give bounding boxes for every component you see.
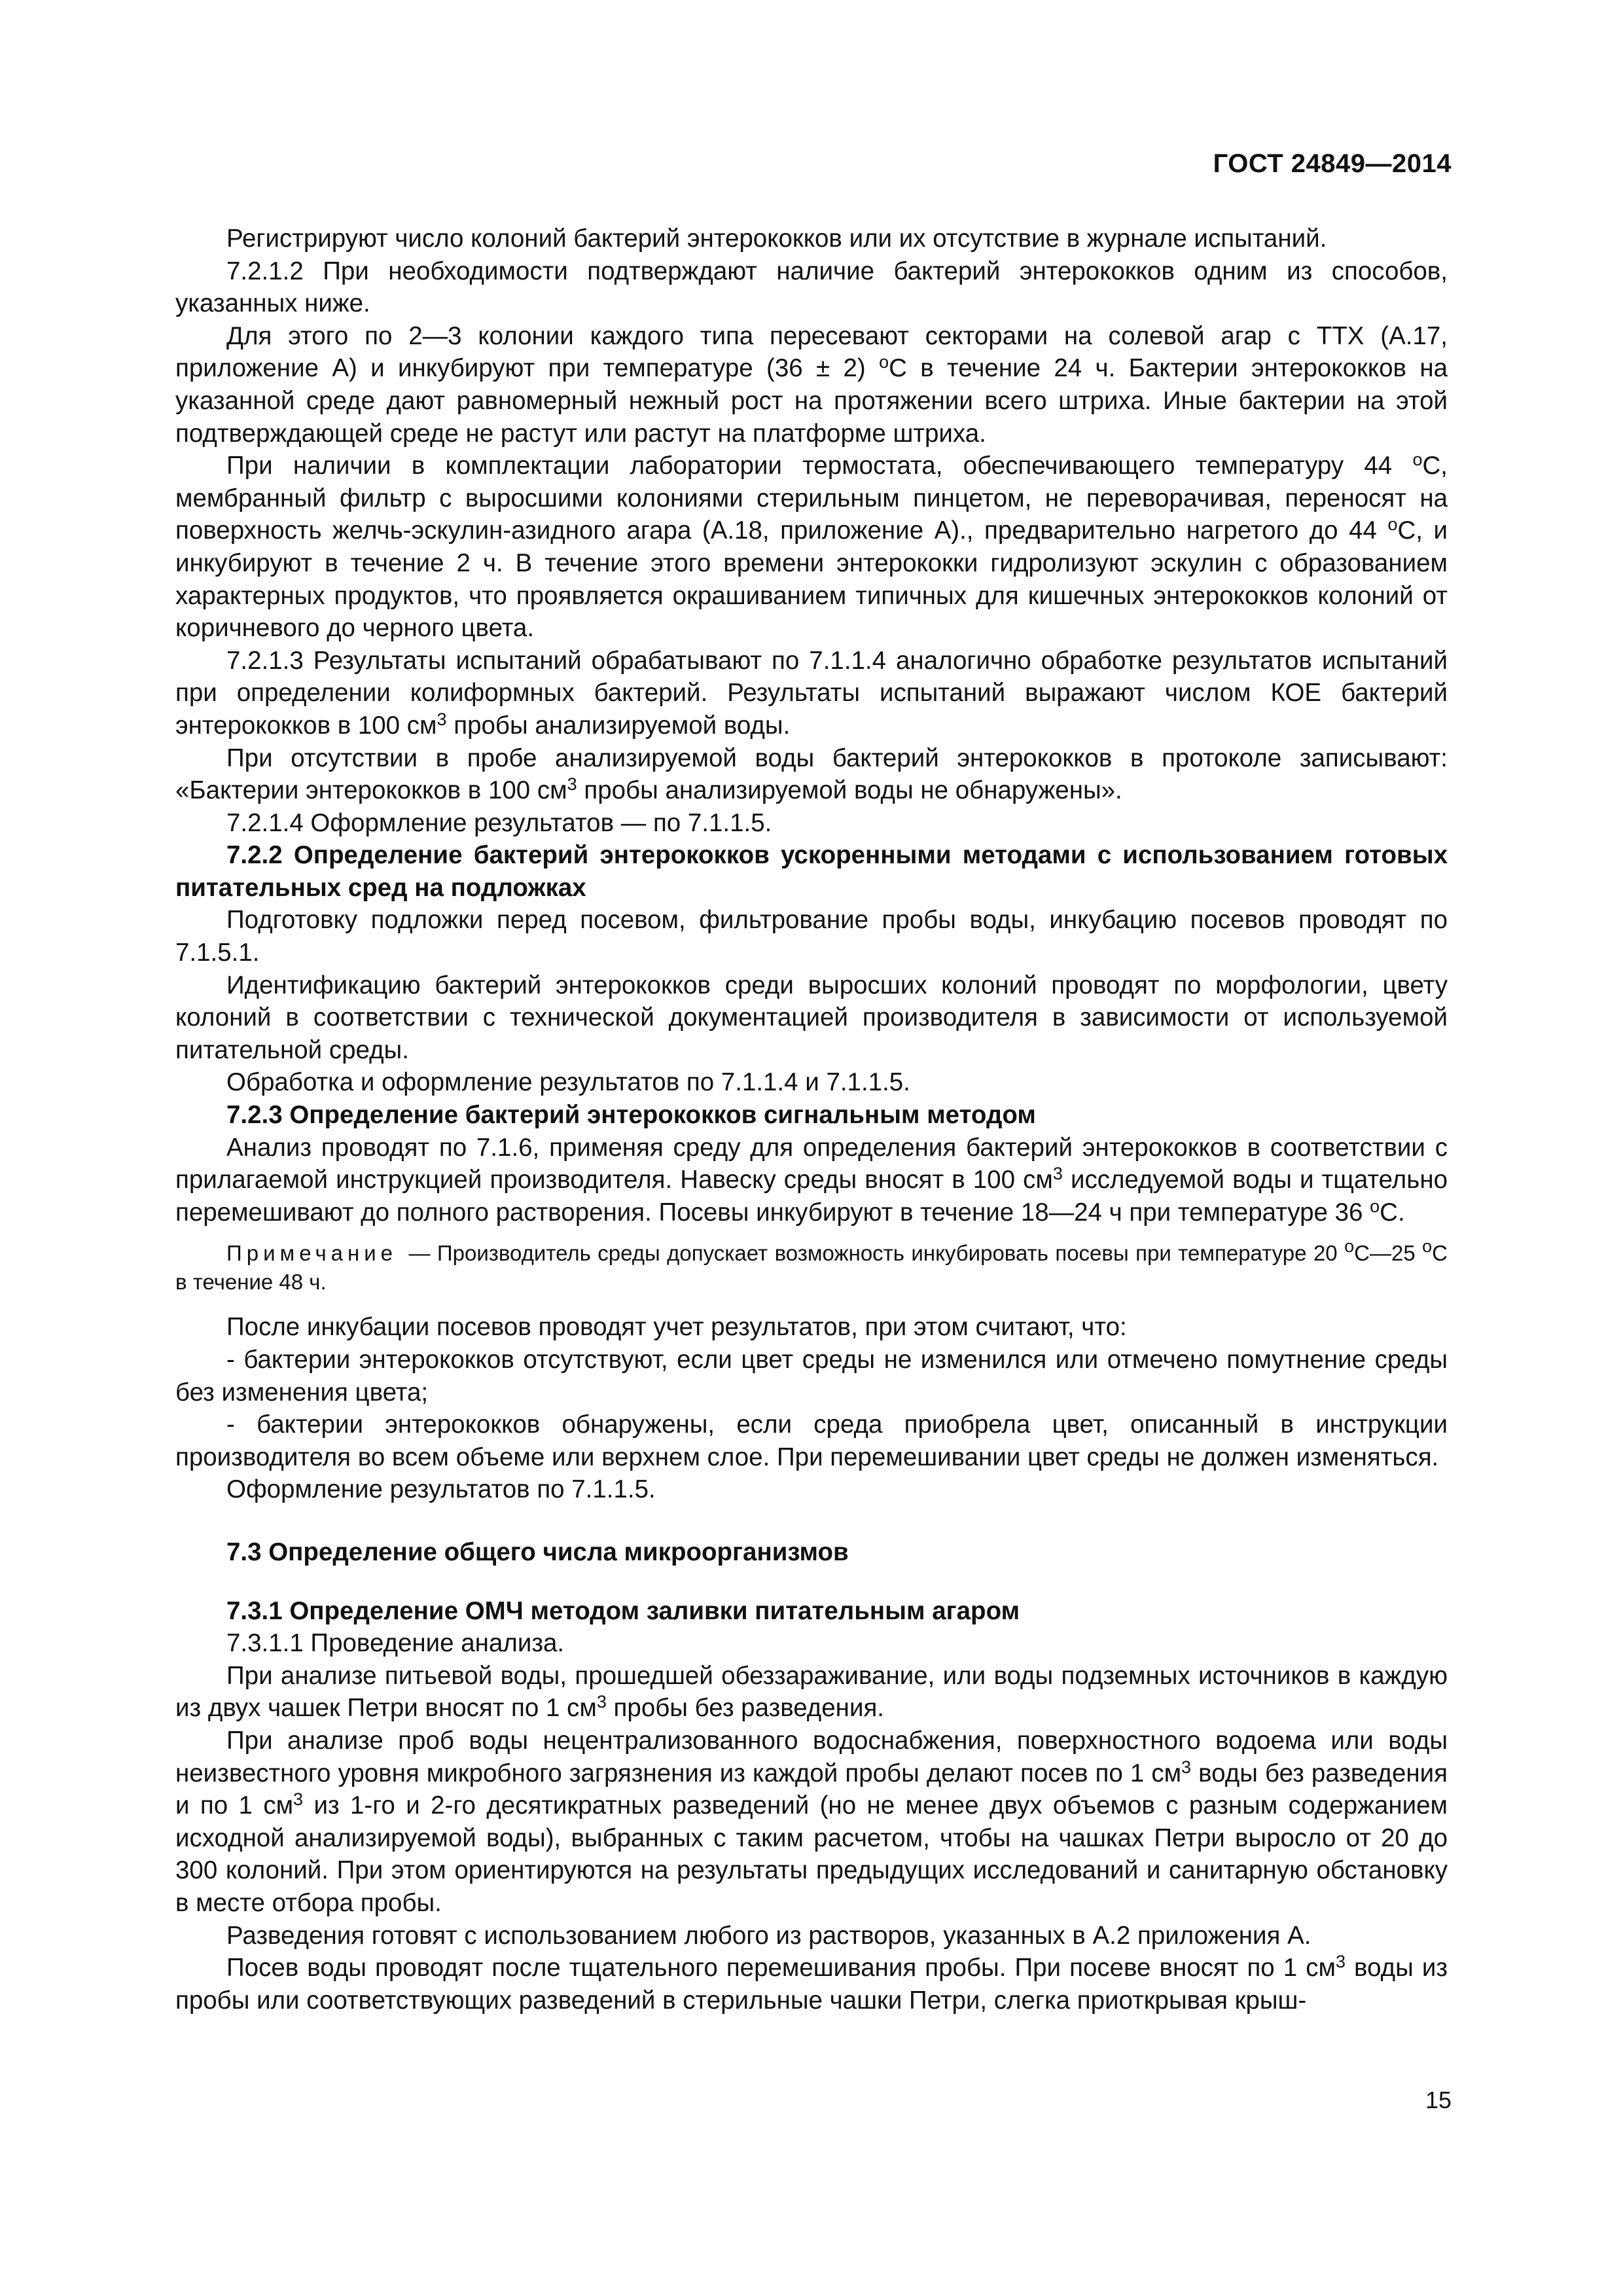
subsection-heading: 7.3.1 Определение ОМЧ методом заливки питательным агаром bbox=[226, 1596, 1020, 1625]
paragraph: Идентификацию бактерий энтерококков среди выросших колоний проводят по морфологии, цвету колоний в соответствии с технической документацией производителя в зависимости от используемой питательной среды. bbox=[175, 971, 1448, 1064]
paragraph: Регистрируют число колоний бактерий энтерококков или их отсутствие в журнале испытаний. bbox=[226, 224, 1327, 253]
degree-sign: o bbox=[1412, 450, 1423, 470]
degree-sign: o bbox=[1422, 1236, 1433, 1257]
superscript: 3 bbox=[293, 1789, 304, 1810]
paragraph: Для этого по 2—3 колонии каждого типа пересевают секторами на солевой агар с ТТХ (А.17, приложение А) и инкубируют при температуре (36 ± 2) $^o$С в течение 24 ч. Бактерии энтерококков на указанной среде дают равномерный нежный рост на протяжении всего штриха. Иные бактерии на этой подтверждающей среде не растут или растут на платформе штриха. bbox=[175, 321, 1448, 448]
note-paragraph: Примечание — Производитель среды допускает возможность инкубировать посевы при температуре 20 $^o$С—25 $^o$С в течение 48 ч. bbox=[175, 1236, 1448, 1295]
section-heading: 7.2.3 Определение бактерий энтерококков сигнальным методом bbox=[226, 1101, 1036, 1130]
degree-sign: o bbox=[1344, 1236, 1355, 1257]
paragraph: При анализе питьевой воды, прошедшей обеззараживание, или воды подземных источников в каждую из двух чашек Петри вносят по 1 $см^3$ пробы без разведения. bbox=[175, 1661, 1448, 1723]
standard-header: ГОСТ 24849—2014 bbox=[1213, 149, 1452, 178]
superscript: 3 bbox=[1335, 1952, 1346, 1972]
degree-sign: o bbox=[1387, 514, 1398, 535]
section-heading: 7.2.2 Определение бактерий энтерококков ускоренными методами с использованием готовых питательных сред на подложках bbox=[175, 841, 1448, 902]
paragraph: Разведения готовят с использованием любого из растворов, указанных в А.2 приложения А. bbox=[226, 1921, 1311, 1950]
degree-sign: o bbox=[879, 352, 889, 372]
document-body bbox=[175, 223, 1448, 2017]
superscript: 3 bbox=[567, 774, 577, 795]
superscript: 3 bbox=[1181, 1757, 1192, 1777]
section-heading: 7.3 Определение общего числа микроорганизмов bbox=[226, 1537, 849, 1566]
superscript: 3 bbox=[437, 709, 447, 729]
paragraph: Обработка и оформление результатов по 7.1.1.4 и 7.1.1.5. bbox=[226, 1068, 910, 1097]
paragraph: - бактерии энтерококков отсутствуют, если цвет среды не изменился или отмечено помутнение среды без изменения цвета; bbox=[175, 1346, 1448, 1407]
paragraph: 7.2.1.4 Оформление результатов — по 7.1.1.5. bbox=[226, 808, 772, 837]
paragraph: 7.2.1.3 Результаты испытаний обрабатывают по 7.1.1.4 аналогично обработке результатов испытаний при определении колиформных бактерий. Результаты испытаний выражают числом КОЕ бактерий энтерококков в 100 $см^3$ пробы анализируемой воды. bbox=[175, 646, 1448, 740]
paragraph: После инкубации посевов проводят учет результатов, при этом считают, что: bbox=[226, 1313, 1127, 1342]
degree-sign: o bbox=[1370, 1196, 1380, 1216]
paragraph: При наличии в комплектации лаборатории термостата, обеспечивающего температуру 44 $^o$С, мембранный фильтр с выросшими колониями стерильным пинцетом, не переворачивая, переносят на поверхность желчь-эскулин-азидного агара (А.18, приложение А)., предварительно нагретого до 44 $^o$С, и инкубируют в течение 2 ч. В течение этого времени энтерококки гидролизуют эскулин с образованием характерных продуктов, что проявляется окрашиванием типичных для кишечных энтерококков колоний от коричневого до черного цвета. bbox=[175, 450, 1448, 643]
note-label: Примечание bbox=[226, 1241, 409, 1266]
paragraph: Анализ проводят по 7.1.6, применяя среду для определения бактерий энтерококков в соответствии с прилагаемой инструкцией производителя. Навеску среды вносят в 100 $см^3$ исследуемой воды и тщательно перемешивают до полного растворения. Посевы инкубируют в течение 18—24 ч при температуре 36 $^o$С. bbox=[175, 1133, 1448, 1227]
paragraph: Подготовку подложки перед посевом, фильтрование пробы воды, инкубацию посевов проводят по 7.1.5.1. bbox=[175, 906, 1448, 967]
paragraph: Оформление результатов по 7.1.1.5. bbox=[226, 1475, 656, 1504]
paragraph: 7.2.1.2 При необходимости подтверждают наличие бактерий энтерококков одним из способов, указанных ниже. bbox=[175, 257, 1448, 318]
paragraph: 7.3.1.1 Проведение анализа. bbox=[226, 1629, 565, 1658]
paragraph: - бактерии энтерококков обнаружены, если среда приобрела цвет, описанный в инструкции производителя во всем объеме или верхнем слое. При перемешивании цвет среды не должен изменяться. bbox=[175, 1410, 1448, 1471]
superscript: 3 bbox=[596, 1692, 607, 1712]
paragraph: При анализе проб воды нецентрализованного водоснабжения, поверхностного водоема или воды неизвестного уровня микробного загрязнения из каждой пробы делают посев по 1 $см^3$ воды без разведения и по 1 $см^3$ из 1-го и 2-го десятикратных разведений (но не менее двух объемов с разным содержанием исходной анализируемой воды), выбранных с таким расчетом, чтобы на чашках Петри выросло от 20 до 300 колоний. При этом ориентируются на результаты предыдущих исследований и санитарную обстановку в месте отбора пробы. bbox=[175, 1726, 1448, 1917]
page-number: 15 bbox=[1425, 2087, 1452, 2113]
superscript: 3 bbox=[1052, 1164, 1063, 1184]
paragraph: Посев воды проводят после тщательного перемешивания пробы. При посеве вносят по 1 $см^3$ воды из пробы или соответствующих разведений в стерильные чашки Петри, слегка приоткрывая крыш- bbox=[175, 1952, 1448, 2015]
paragraph: При отсутствии в пробе анализируемой воды бактерий энтерококков в протоколе записывают: «Бактерии энтерококков в 100 $см^3$ пробы анализируемой воды не обнаружены». bbox=[175, 744, 1448, 805]
